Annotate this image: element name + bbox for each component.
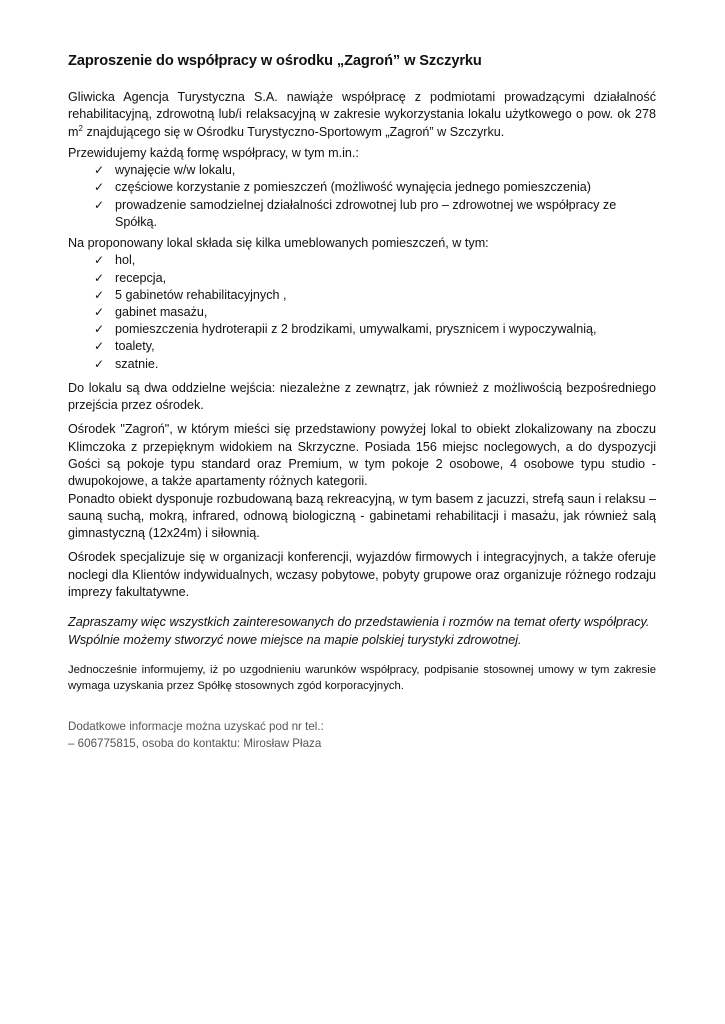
list-item-text: recepcja, <box>115 270 167 285</box>
list-item <box>94 356 656 373</box>
contact-line: – 606775815, osoba do kontaktu: Mirosław Płaza <box>68 736 322 750</box>
list-item-text: prowadzenie samodzielnej działalności zdrowotnej lub pro – zdrowotnej we współpracy ze Spółką. <box>115 197 617 229</box>
list-item-text: wynajęcie w/w lokalu, <box>115 163 236 178</box>
recreation-paragraph: Ponadto obiekt dysponuje rozbudowaną bazą rekreacyjną, w tym basem z jacuzzi, strefą saun i relaksu – sauną suchą, mokrą, infrared, odnową biologiczną - gabinetami rehabilitacji i masażu, jak również salą gimnastyczną (12x24m) i siłownią. <box>68 491 656 541</box>
rooms-list <box>68 252 656 372</box>
intro-paragraph <box>68 89 656 141</box>
list-item <box>94 179 656 196</box>
check-icon: ✓ <box>94 322 105 337</box>
check-icon: ✓ <box>94 287 105 302</box>
list-item <box>94 270 656 287</box>
contact-line: Dodatkowe informacje można uzyskać pod nr tel.: <box>68 719 324 733</box>
list-item <box>94 162 656 179</box>
list-item-text: pomieszczenia hydroterapii z 2 brodzikami, umywalkami, prysznicem i wypoczywalnią, <box>115 322 597 337</box>
invitation-block <box>68 614 656 649</box>
specialization-paragraph: Ośrodek specjalizuje się w organizacji konferencji, wyjazdów firmowych i integracyjnych, a także oferuje noclegi dla Klientów indywidualnych, wczasy pobytowe, pobyty grupowe oraz organizuje różnego rodzaju imprezy fakultatywne. <box>68 550 656 599</box>
list-item <box>94 197 656 231</box>
intro-text: Gliwicka Agencja Turystyczna S.A. nawiąże współpracę z podmiotami prowadzącymi działalność rehabilitacyjną, zdrowotną lub/i relaksacyjną w zakresie wykorzystania lokalu użytkowego o pow. ok 278 m <box>68 90 656 139</box>
document-page <box>68 52 656 752</box>
check-icon: ✓ <box>94 197 105 212</box>
notice-block <box>68 662 656 694</box>
list-item <box>94 338 656 355</box>
list-item-text: hol, <box>115 253 136 268</box>
list-item <box>94 304 656 321</box>
check-icon: ✓ <box>94 253 105 268</box>
check-icon: ✓ <box>94 163 105 178</box>
list-item-text: częściowe korzystanie z pomieszczeń (możliwość wynajęcia jednego pomieszczenia) <box>115 180 591 195</box>
invitation-line: Zapraszamy więc wszystkich zainteresowanych do przedstawienia i rozmów na temat oferty współpracy. <box>68 615 650 630</box>
contact-block <box>68 718 656 752</box>
check-icon: ✓ <box>94 180 105 195</box>
check-icon: ✓ <box>94 339 105 354</box>
resort-description-paragraph: Ośrodek "Zagroń", w którym mieści się przedstawiony powyżej lokal to obiekt zlokalizowany na zboczu Klimczoka z przepięknym widokiem na Skrzyczne. Posiada 156 miejsc noclegowych, a do dyspozycji Gości są pokoje typu standard oraz Premium, w tym pokoje 2 osobowe, 4 osobowe typu studio - dwupokojowe, a także apartamenty różnych kategorii. <box>68 422 656 489</box>
list-item-text: 5 gabinetów rehabilitacyjnych , <box>115 287 287 302</box>
list-item <box>94 321 656 338</box>
intro-text-end: znajdującego się w Ośrodku Turystyczno-Sportowym „Zagroń” w Szczyrku. <box>82 124 505 139</box>
list-item-text: toalety, <box>115 339 155 354</box>
check-icon: ✓ <box>94 356 105 371</box>
invitation-line: Wspólnie możemy stworzyć nowe miejsce na mapie polskiej turystyki zdrowotnej. <box>68 632 522 647</box>
cooperation-lead: Przewidujemy każdą formę współpracy, w tym m.in.: <box>68 145 359 160</box>
list-item <box>94 252 656 269</box>
rooms-lead: Na proponowany lokal składa się kilka umeblowanych pomieszczeń, w tym: <box>68 236 489 250</box>
document-title: Zaproszenie do współpracy w ośrodku „Zagroń” w Szczyrku <box>68 53 482 69</box>
list-item-text: gabinet masażu, <box>115 304 208 319</box>
cooperation-list <box>68 162 656 231</box>
entrances-paragraph: Do lokalu są dwa oddzielne wejścia: niezależne z zewnątrz, jak również z możliwością bezpośredniego przejścia przez ośrodek. <box>68 380 656 413</box>
list-item-text: szatnie. <box>115 356 159 371</box>
check-icon: ✓ <box>94 270 105 285</box>
check-icon: ✓ <box>94 304 105 319</box>
notice-paragraph: Jednocześnie informujemy, iż po uzgodnieniu warunków współpracy, podpisanie stosownej umowy w tym zakresie wymaga uzyskania przez Spółkę stosownych zgód korporacyjnych. <box>68 663 656 692</box>
superscript-two: 2 <box>78 123 83 133</box>
list-item <box>94 287 656 304</box>
